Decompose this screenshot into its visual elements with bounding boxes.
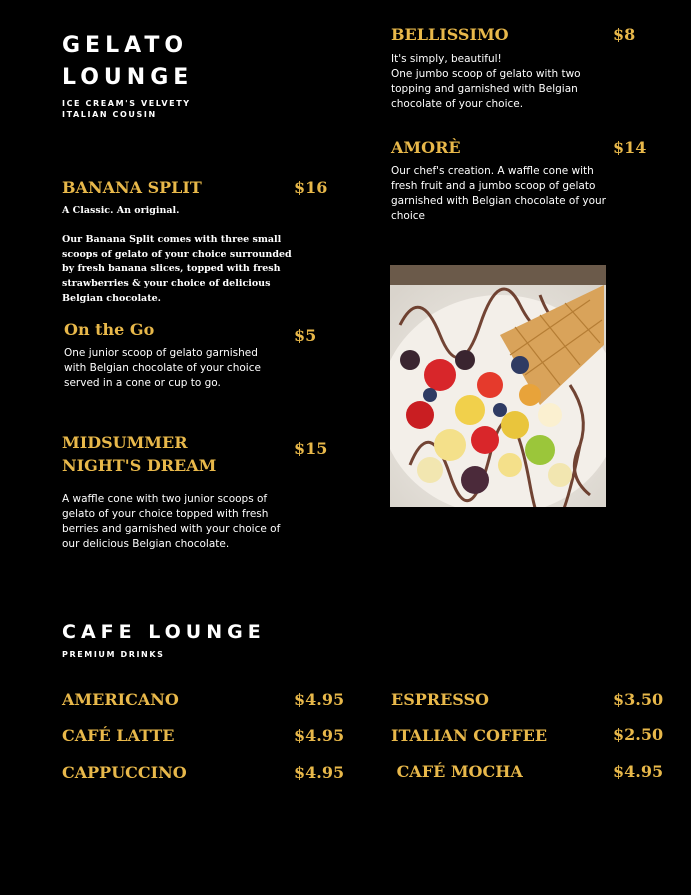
drink-cafe-latte-price: $4.95 (294, 726, 345, 745)
drink-cafe-latte-name: CAFÉ LATTE (62, 726, 175, 745)
menu-item-midsummer-price: $15 (294, 439, 328, 458)
menu-item-amore-desc: Our chef's creation. A waffle cone with fresh fruit and a jumbo scoop of gelato garnished with Belgian chocolate of your choice (391, 165, 606, 222)
drink-americano-name: AMERICANO (62, 690, 179, 709)
drink-espresso-price: $3.50 (613, 690, 664, 709)
cafe-title: CAFE LOUNGE (62, 621, 266, 643)
menu-item-banana-split-desc: A Classic. An original. Our Banana Split comes with three small scoops of gelato of your choice surrounded by fresh banana slices, topped with fresh strawberries & your choice of delicious Belgian chocolate. (62, 205, 292, 304)
menu-item-banana-split-name: BANANA SPLIT (62, 178, 202, 197)
menu-item-midsummer-desc: A waffle cone with two junior scoops of gelato of your choice topped with fresh berries and garnished with your choice of our delicious Belgian chocolate. (62, 493, 281, 550)
menu-item-on-the-go-name: On the Go (64, 320, 155, 339)
menu-item-on-the-go-desc: One junior scoop of gelato garnished with Belgian chocolate of your choice served in a cone or cup to go. (64, 347, 261, 389)
gelato-tagline: ICE CREAM'S VELVETY ITALIAN COUSIN (62, 99, 191, 119)
menu-item-midsummer-name: MIDSUMMER NIGHT'S DREAM (62, 433, 217, 475)
drink-cappuccino-name: CAPPUCCINO (62, 763, 187, 782)
drink-italian-coffee-name: ITALIAN COFFEE (391, 726, 548, 745)
drink-italian-coffee-price: $2.50 (613, 725, 664, 744)
drink-cafe-mocha-price: $4.95 (613, 762, 664, 781)
gelato-title-line1: GELATO (62, 33, 189, 58)
drink-espresso-name: ESPRESSO (391, 690, 489, 709)
menu-item-bellissimo-name: BELLISSIMO (391, 25, 509, 44)
menu-item-amore-price: $14 (613, 138, 647, 157)
gelato-title-line2: LOUNGE (62, 65, 194, 90)
drink-americano-price: $4.95 (294, 690, 345, 709)
menu-item-bellissimo-price: $8 (613, 25, 636, 44)
waffle-cone-fruit-photo (390, 265, 606, 507)
cafe-subtitle: PREMIUM DRINKS (62, 650, 165, 659)
menu-item-amore-name: AMORÈ (391, 138, 461, 157)
menu-item-on-the-go-price: $5 (294, 326, 317, 345)
menu-item-bellissimo-desc: It's simply, beautiful! One jumbo scoop of gelato with two topping and garnished with Belgian chocolate of your choice. (391, 53, 581, 110)
drink-cafe-mocha-name: CAFÉ MOCHA (391, 762, 523, 781)
menu-item-banana-split-price: $16 (294, 178, 328, 197)
drink-cappuccino-price: $4.95 (294, 763, 345, 782)
